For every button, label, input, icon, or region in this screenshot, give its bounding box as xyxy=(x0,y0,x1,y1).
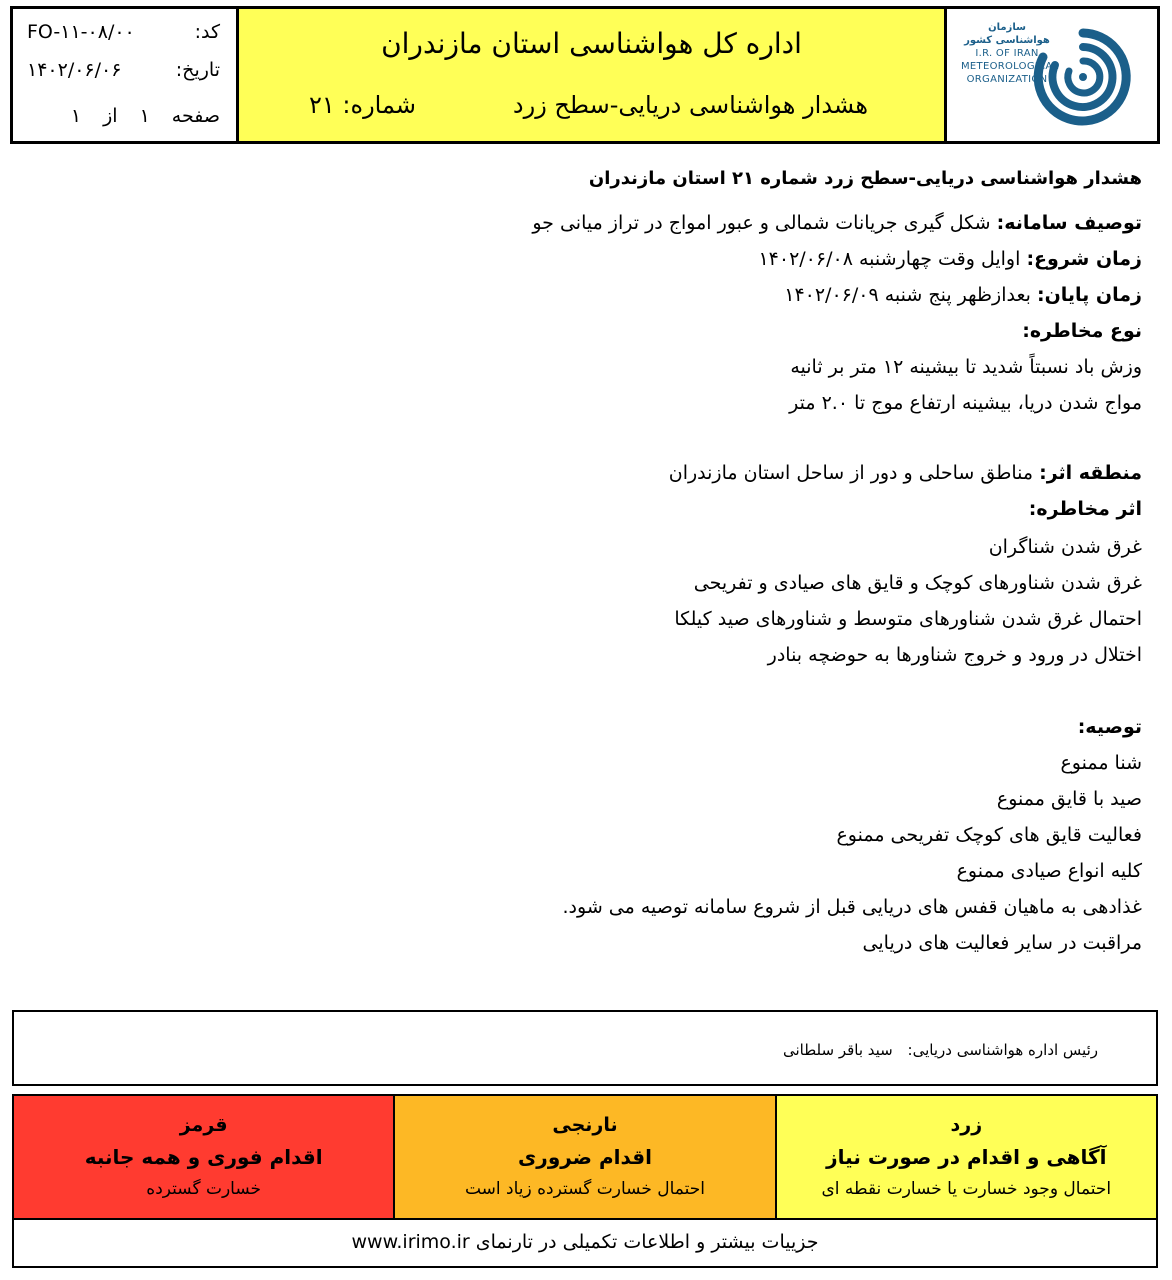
header-title-panel xyxy=(239,9,947,141)
system-description xyxy=(532,212,1142,234)
page-current: ۱ xyxy=(139,105,150,127)
end-time xyxy=(784,284,1142,306)
recommendation-item: فعالیت قایق های کوچک تفریحی ممنوع xyxy=(836,824,1142,846)
level-red xyxy=(14,1096,393,1218)
date-row xyxy=(27,59,220,81)
system-description-value: شکل گیری جریانات شمالی و عبور امواج در تراز میانی جو xyxy=(532,212,991,234)
recommendation-item: شنا ممنوع xyxy=(1060,752,1142,774)
impact-area-value: مناطق ساحلی و دور از ساحل استان مازندران xyxy=(668,462,1034,484)
impact-item: غرق شدن شناگران xyxy=(988,536,1142,558)
level-yellow xyxy=(775,1096,1156,1218)
start-time-value: اوایل وقت چهارشنبه ۱۴۰۲/۰۶/۰۸ xyxy=(758,248,1021,270)
page-of: از xyxy=(103,105,118,127)
level-orange xyxy=(393,1096,774,1218)
level-action: آگاهی و اقدام در صورت نیاز xyxy=(826,1145,1107,1169)
signature-box xyxy=(12,1010,1158,1086)
date-label: تاریخ: xyxy=(175,59,220,81)
hazard-type-label-text: نوع مخاطره: xyxy=(1022,320,1142,342)
level-effect: خسارت گسترده xyxy=(146,1179,262,1199)
logo-text-line3: ORGANIZATION xyxy=(966,74,1048,85)
impact-area xyxy=(669,462,1142,484)
level-effect: احتمال خسارت گسترده زیاد است xyxy=(464,1179,705,1199)
recommendations-label-text: توصیه: xyxy=(1077,716,1142,738)
recommendation-item: غذادهی به ماهیان قفس های دریایی قبل از شروع سامانه توصیه می شود. xyxy=(562,896,1142,918)
system-description-label: توصیف سامانه: xyxy=(996,212,1142,234)
logo-text-line2: METEOROLOGICAL xyxy=(961,61,1059,72)
signature-line xyxy=(773,1041,1098,1059)
impact-item: غرق شدن شناورهای کوچک و قایق های صیادی و تفریحی xyxy=(693,572,1142,594)
recommendation-item: کلیه انواع صیادی ممنوع xyxy=(956,860,1142,882)
footer-note: جزییات بیشتر و اطلاعات تکمیلی در تارنمای www.irimo.ir xyxy=(12,1218,1158,1268)
end-time-label: زمان پایان: xyxy=(1036,284,1142,306)
document-meta xyxy=(13,9,239,141)
page-label: صفحه xyxy=(171,105,220,127)
level-name: زرد xyxy=(950,1114,983,1136)
hazard-type-item: وزش باد نسبتاً شدید تا بیشینه ۱۲ متر بر ثانیه xyxy=(790,356,1142,378)
code-value: FO-۱۱-۰۸/۰۰ xyxy=(27,21,135,43)
logo-text-line1: I.R. OF IRAN xyxy=(975,48,1039,59)
impact-item: احتمال غرق شدن شناورهای متوسط و شناورهای صید کیلکا xyxy=(674,608,1142,630)
recommendations-label xyxy=(1078,716,1142,738)
level-effect: احتمال وجود خسارت یا خسارت نقطه ای xyxy=(821,1179,1112,1199)
signature-name: سید باقر سلطانی xyxy=(782,1041,893,1059)
recommendation-item: مراقبت در سایر فعالیت های دریایی xyxy=(862,932,1142,954)
level-action: اقدام ضروری xyxy=(517,1145,652,1169)
level-name: نارنجی xyxy=(552,1114,618,1136)
alert-levels-legend xyxy=(12,1094,1158,1220)
page-total: ۱ xyxy=(70,105,82,127)
document-header xyxy=(10,6,1160,144)
signature-title: رئیس اداره هواشناسی دریایی: xyxy=(907,1041,1098,1059)
start-time xyxy=(758,248,1142,270)
level-action: اقدام فوری و همه جانبه xyxy=(84,1145,323,1169)
logo-text-fa: سازمان هواشناسی کشور xyxy=(964,22,1050,46)
code-label: کد: xyxy=(194,21,220,43)
impact-area-label: منطقه اثر: xyxy=(1039,462,1142,484)
organization-title: اداره کل هواشناسی استان مازندران xyxy=(381,27,802,60)
level-name: قرمز xyxy=(179,1114,228,1136)
end-time-value: بعدازظهر پنج شنبه ۱۴۰۲/۰۶/۰۹ xyxy=(784,284,1031,306)
hazard-type-label xyxy=(1022,320,1142,342)
impacts-label-text: اثر مخاطره: xyxy=(1028,498,1142,520)
hazard-type-item: مواج شدن دریا، بیشینه ارتفاع موج تا ۲.۰ متر xyxy=(789,392,1142,414)
impact-item: اختلال در ورود و خروج شناورها به حوضچه بنادر xyxy=(767,644,1142,666)
logo-panel xyxy=(947,9,1157,141)
page-row xyxy=(27,105,220,127)
impacts-label xyxy=(1029,498,1142,520)
date-value: ۱۴۰۲/۰۶/۰۶ xyxy=(27,59,122,81)
start-time-label: زمان شروع: xyxy=(1026,248,1142,270)
warning-subtitle: هشدار هواشناسی دریایی-سطح زرد xyxy=(512,91,868,119)
recommendation-item: صید با قایق ممنوع xyxy=(996,788,1142,810)
warning-number: شماره: ۲۱ xyxy=(309,91,416,119)
warning-heading: هشدار هواشناسی دریایی-سطح زرد شماره ۲۱ استان مازندران xyxy=(588,168,1142,189)
meteorological-logo-icon xyxy=(1029,23,1137,131)
code-row xyxy=(27,21,220,43)
